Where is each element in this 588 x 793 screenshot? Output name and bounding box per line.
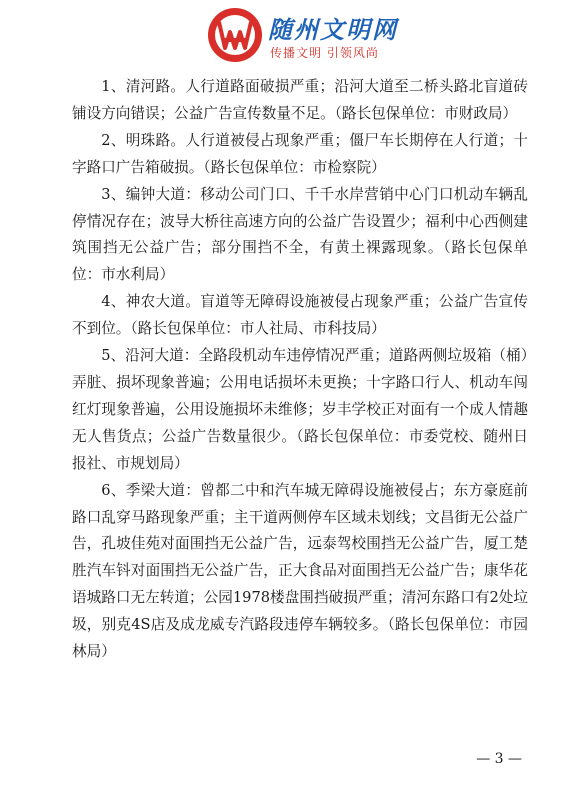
paragraph-5: 5、沿河大道：全路段机动车违停情况严重；道路两侧垃圾箱（桶）弄脏、损坏现象普遍；公用电话损坏未更换；十字路口行人、机动车闯红灯现象普遍，公用设施损坏未维修；岁丰学校正对面有一个成人情趣无人售货点；公益广告数量很少。（路长包保单位：市委党校、随州日报社、市规划局） [72,347,528,472]
paragraph-6: 6、季梁大道：曾都二中和汽车城无障碍设施被侵占；东方豪庭前路口乱穿马路现象严重；主干道两侧停车区域未划线；文昌街无公益广告，孔坡佳苑对面围挡无公益广告，远泰驾校围挡无公益广告，厦工楚胜汽车钭对面围挡无公益广告，正大食品对面围挡无公益广告；康华花语城路口无左转道；公园1978楼盘围挡破损严重；清河东路口有2处垃圾，别克4S店及成龙威专汽路段违停车辆较多。（路长包保单位：市园林局） [72,481,528,661]
paragraph-2: 2、明珠路。人行道被侵占现象严重；僵尸车长期停在人行道；十字路口广告箱破损。（路长包保单位：市检察院） [72,131,528,176]
site-slogan: 传播文明 引领风尚 [270,46,379,60]
paragraph-3: 3、编钟大道：移动公司门口、千千水岸营销中心门口机动车辆乱停情况存在；波导大桥往高速方向的公益广告设置少；福利中心西侧建筑围挡无公益广告；部分围挡不全，有黄土裸露现象。（路长包保单位：市水利局） [72,185,528,284]
paragraph-4: 4、神农大道。盲道等无障碍设施被侵占现象严重；公益广告宣传不到位。（路长包保单位：市人社局、市科技局） [72,293,528,338]
site-name: 随州文明网 [268,16,398,44]
wm-logo-icon [208,8,262,62]
paragraph-1: 1、清河路。人行道路面破损严重；沿河大道至二桥头路北盲道砖铺设方向错误；公益广告宣传数量不足。（路长包保单位：市财政局） [72,78,528,122]
document-body [72,74,528,666]
page-number: — 3 — [476,751,522,767]
site-logo [208,8,408,68]
